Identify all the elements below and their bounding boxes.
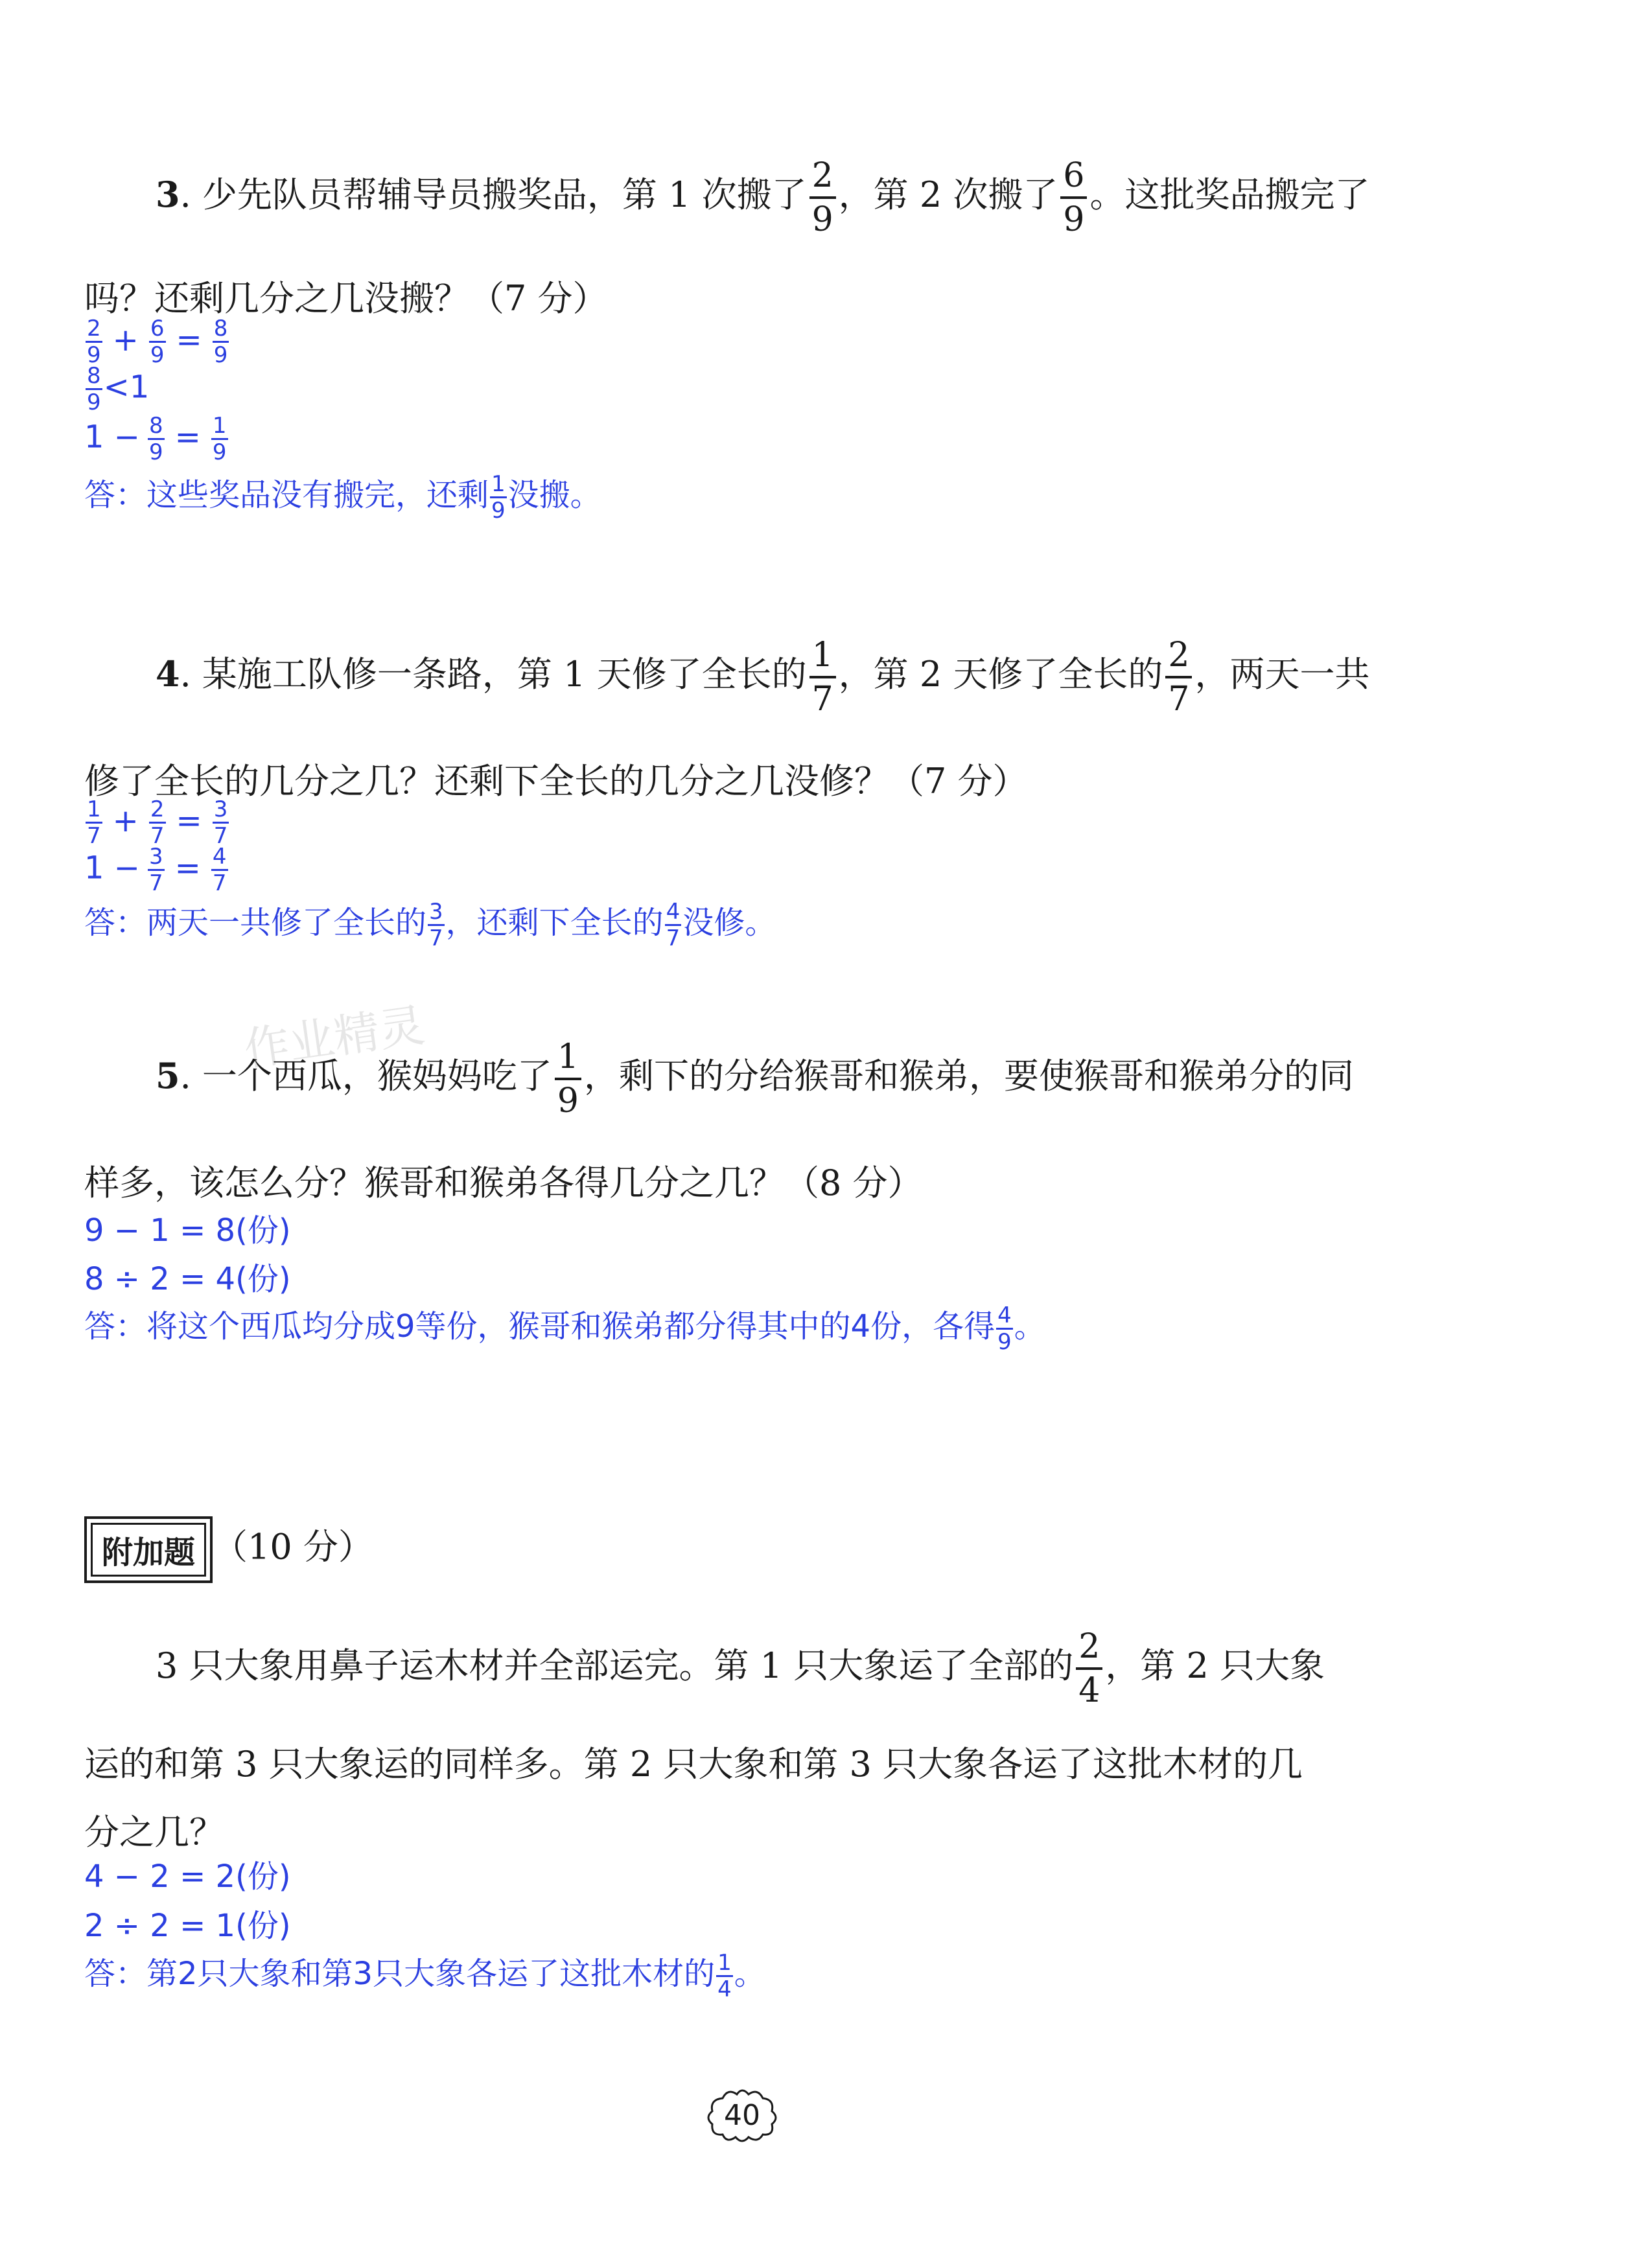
q5-line1: 5. 一个西瓜，猴妈妈吃了 $\frac{1}{9}$ ，剩下的分给猴哥和猴弟，要使猴哥和猴弟分的同 (156, 1037, 1355, 1120)
bonus-title-box (84, 1516, 213, 1583)
q4-ans-final: 答：两天一共修了全长的 $\frac{3}{7}$ ，还剩下全长的 $\frac{4}{7}$ 没修。 (84, 898, 776, 951)
q4-line2: 修了全长的几分之几？还剩下全长的几分之几没修？（7 分） (84, 761, 1028, 802)
page-number: 40 (724, 2098, 760, 2132)
q3-ans-final: 答：这些奖品没有搬完，还剩 $\frac{1}{9}$ 没搬。 (84, 470, 601, 524)
bonus-header (84, 1516, 373, 1583)
q4-line1: 4. 某施工队修一条路，第 1 天修了全长的 $\frac{1}{7}$ ，第 2 天修了全长的 $\frac{2}{7}$ ，两天一共 (156, 636, 1370, 719)
q3-ans-step3: 1 − $\frac{8}{9}$ = $\frac{1}{9}$ (84, 413, 227, 465)
bonus-line1: 3 只大象用鼻子运木材并全部运完。第 1 只大象运了全部的 $\frac{2}{4}$ ，第 2 只大象 (156, 1627, 1325, 1710)
q5-ans-final: 答：将这个西瓜均分成9等份，猴哥和猴弟都分得其中的4份，各得 $\frac{4}{9}$ 。 (84, 1302, 1045, 1355)
q5-ans-step2: 8 ÷ 2 = 4(份) (84, 1261, 291, 1297)
bonus-ans-step2: 2 ÷ 2 = 1(份) (84, 1908, 291, 1944)
q5-line2: 样多，该怎么分？猴哥和猴弟各得几分之几？（8 分） (84, 1163, 923, 1203)
page-number-badge (703, 2085, 781, 2145)
q4-number: 4 (156, 653, 180, 695)
q3-ans-step1: $\frac{2}{9}$ + $\frac{6}{9}$ = $\frac{8}{9}$ (87, 316, 228, 368)
q3-line2: 吗？还剩几分之几没搬？（7 分） (84, 278, 608, 319)
q4-fraction-1: $\frac{1}{7}$ (809, 638, 836, 716)
q3-fraction-1: $\frac{2}{9}$ (809, 159, 836, 237)
bonus-title: 附加题 (91, 1523, 206, 1577)
bonus-line3: 分之几？ (84, 1812, 224, 1853)
q3-line1: 3. 少先队员帮辅导员搬奖品，第 1 次搬了 $\frac{2}{9}$ ，第 2 次搬了 $\frac{6}{9}$ 。这批奖品搬完了 (156, 156, 1370, 239)
bonus-ans-step1: 4 − 2 = 2(份) (84, 1858, 291, 1895)
q3-ans-step2: $\frac{8}{9}$ <1 (87, 363, 150, 415)
bonus-ans-final: 答：第2只大象和第3只大象各运了这批木材的 $\frac{1}{4}$ 。 (84, 1949, 765, 2002)
q4-ans-step1: $\frac{1}{7}$ + $\frac{2}{7}$ = $\frac{3}{7}$ (87, 796, 228, 849)
q4-ans-step2: 1 − $\frac{3}{7}$ = $\frac{4}{7}$ (84, 844, 227, 896)
q3-fraction-2: $\frac{6}{9}$ (1060, 159, 1087, 237)
bonus-line2: 运的和第 3 只大象运的同样多。第 2 只大象和第 3 只大象各运了这批木材的几 (84, 1744, 1303, 1785)
q3-number: 3 (156, 174, 180, 215)
q5-ans-step1: 9 − 1 = 8(份) (84, 1212, 291, 1249)
watermark: 作业精灵 (240, 998, 428, 1077)
bonus-fraction-1: $\frac{2}{4}$ (1076, 1630, 1102, 1707)
q5-number: 5 (156, 1055, 180, 1096)
q5-fraction-1: $\frac{1}{9}$ (555, 1040, 581, 1118)
q4-fraction-2: $\frac{2}{7}$ (1165, 638, 1192, 716)
bonus-points: （10 分） (213, 1526, 373, 1568)
